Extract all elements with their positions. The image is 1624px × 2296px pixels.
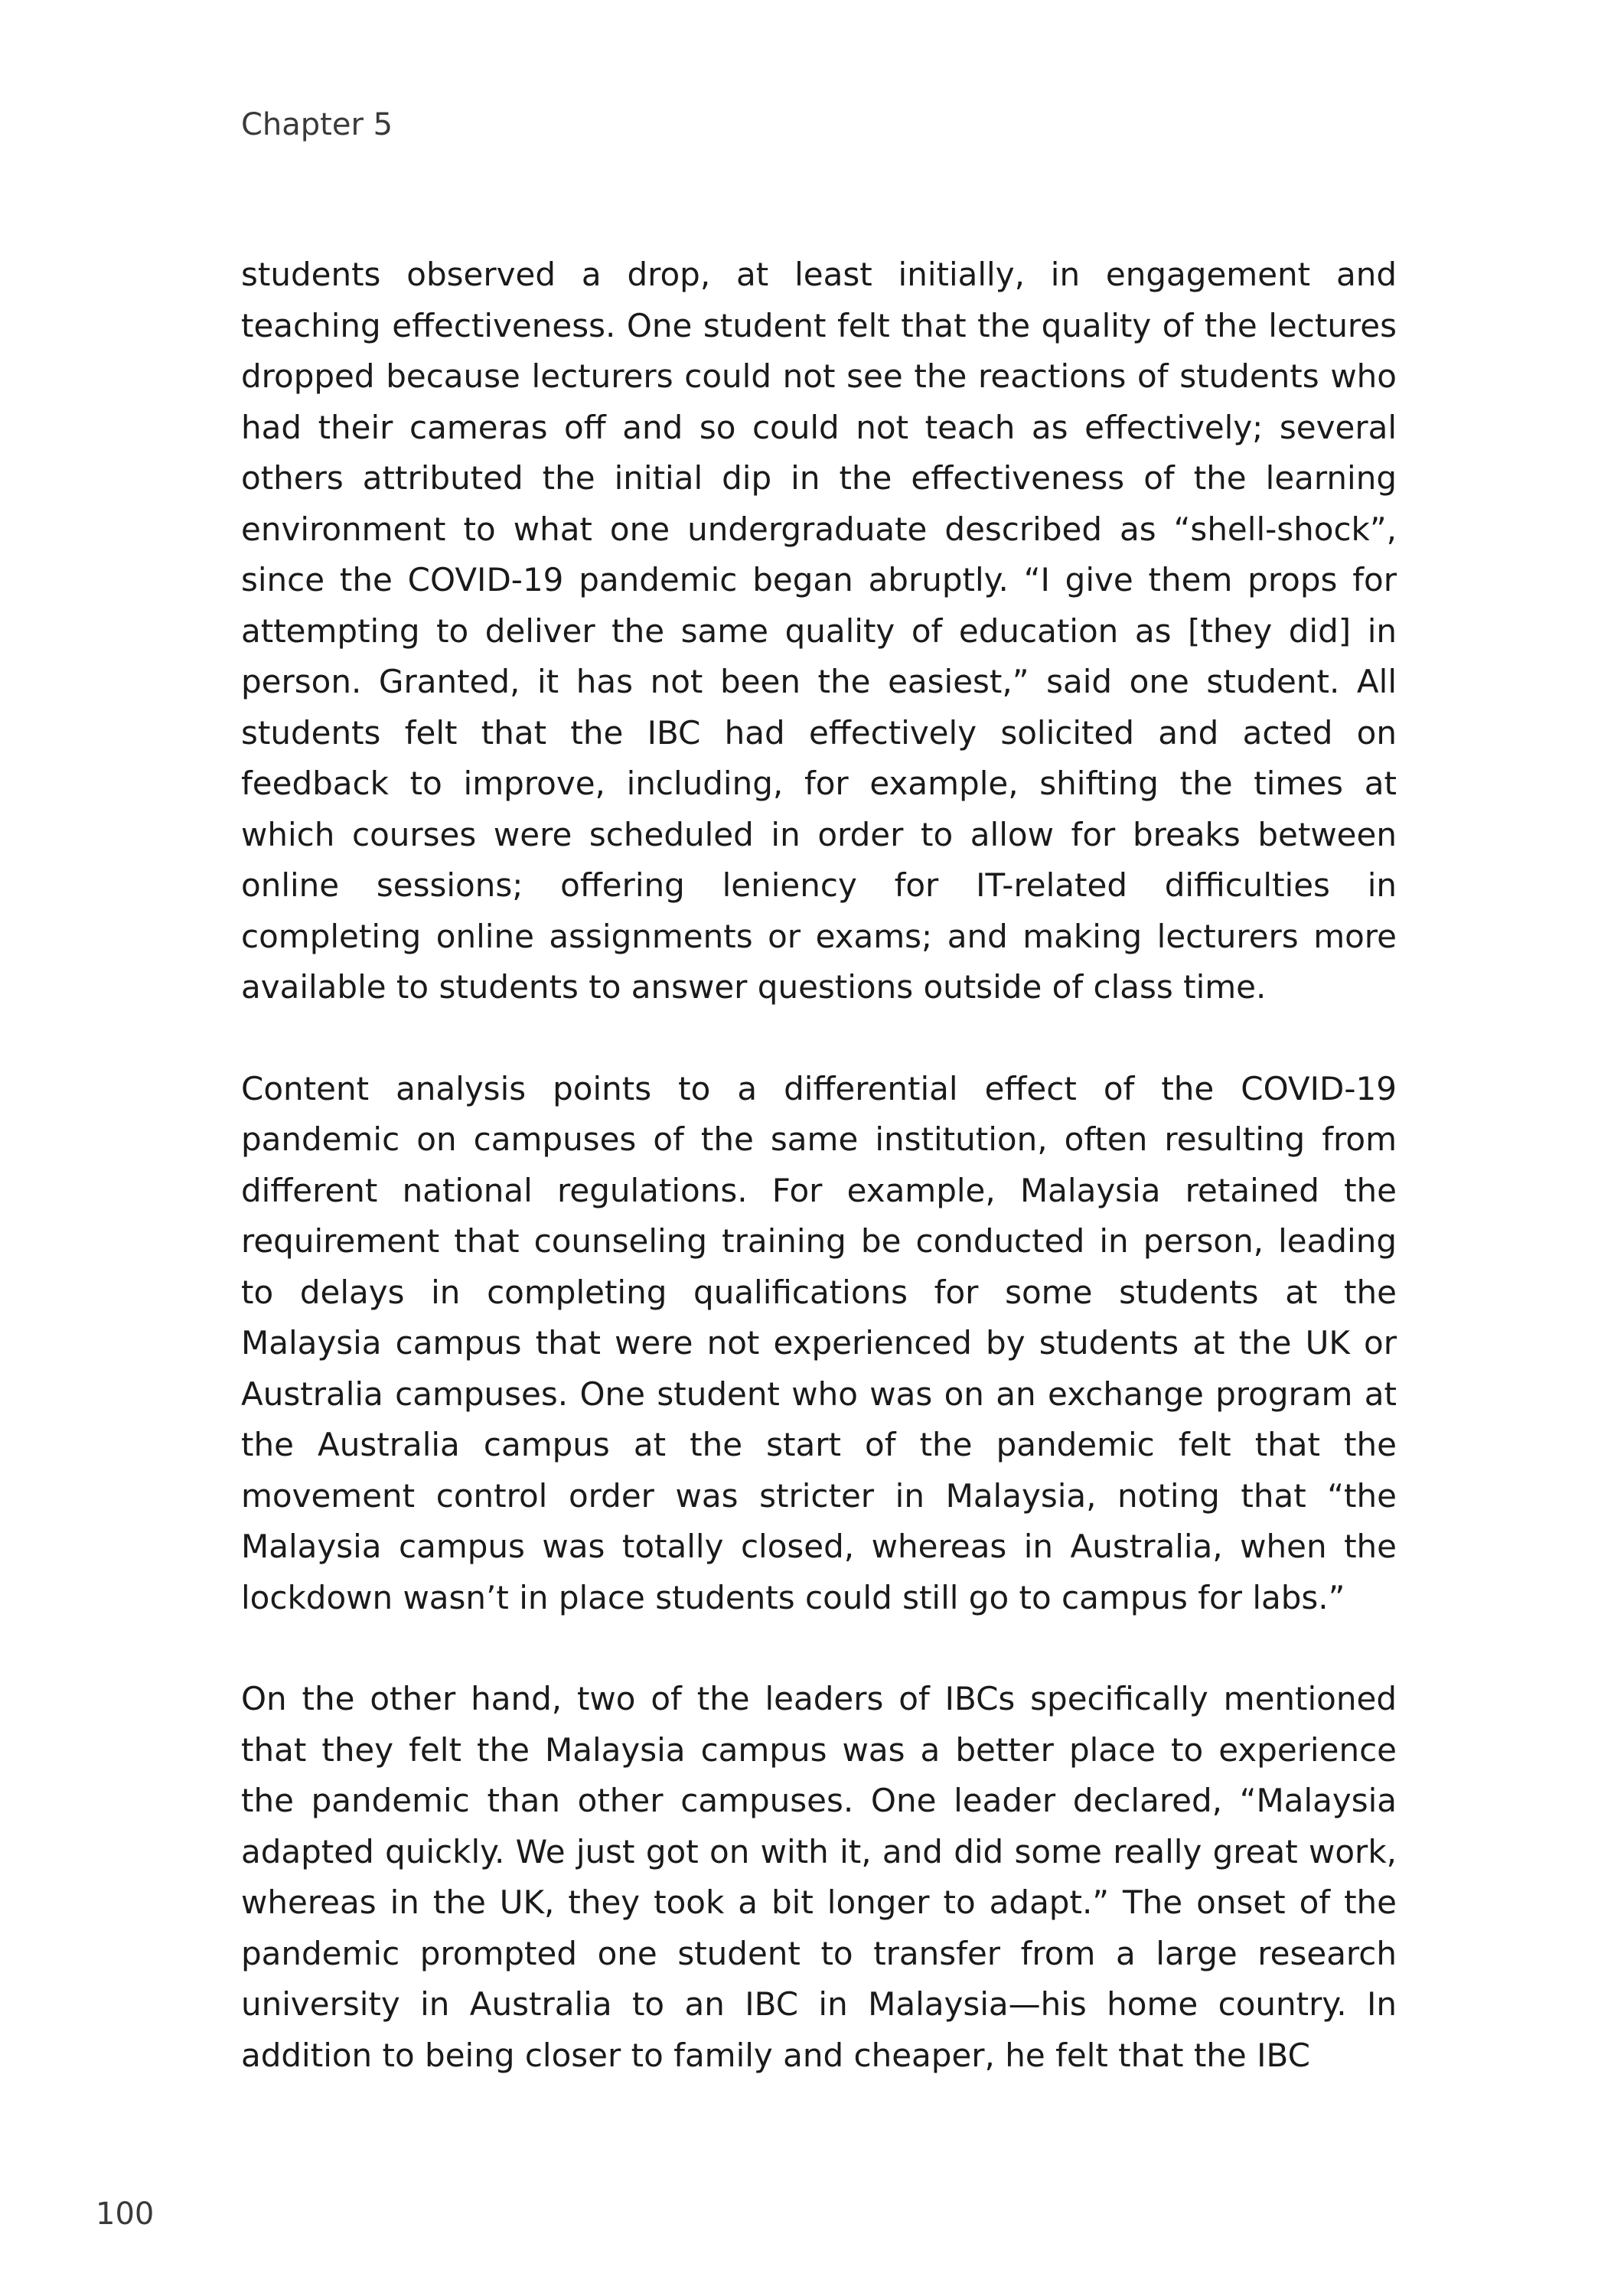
body-text <box>241 249 1397 2081</box>
paragraph-1: students observed a drop, at least initially, in engagement and teaching effectiveness. One student felt that the quality of the lectures dropped because lecturers could not see the reactions of students who had their cameras off and so could not teach as effectively; several others attributed the initial dip in the effectiveness of the learning environment to what one undergraduate described as “shell-shock”, since the COVID-19 pandemic began abruptly. “I give them props for attempting to deliver the same quality of education as [they did] in person. Granted, it has not been the easiest,” said one student. All students felt that the IBC had effectively solicited and acted on feedback to improve, including, for example, shifting the times at which courses were scheduled in order to allow for breaks between online sessions; offering leniency for IT-related difficulties in completing online assignments or exams; and making lecturers more available to students to answer questions outside of class time. <box>241 256 1397 1006</box>
page-number: 100 <box>96 2197 155 2232</box>
paragraph-2: Content analysis points to a differential effect of the COVID-19 pandemic on campuses of the same institution, often resulting from different national regulations. For example, Malaysia retained the requirement that counseling training be conducted in person, leading to delays in completing qualifications for some students at the Malaysia campus that were not experienced by students at the UK or Australia campuses. One student who was on an exchange program at the Australia campus at the start of the pandemic felt that the movement control order was stricter in Malaysia, noting that “the Malaysia campus was totally closed, whereas in Australia, when the lockdown wasn’t in place students could still go to campus for labs.” <box>241 1069 1397 1616</box>
running-header-chapter: Chapter 5 <box>241 107 393 142</box>
paragraph-3: On the other hand, two of the leaders of IBCs specifically mentioned that they felt the Malaysia campus was a better place to experience the pandemic than other campuses. One leader declared, “Malaysia adapted quickly. We just got on with it, and did some really great work, whereas in the UK, they took a bit longer to adapt.” The onset of the pandemic prompted one student to transfer from a large research university in Australia to an IBC in Malaysia—his home country. In addition to being closer to family and cheaper, he felt that the IBC <box>241 1680 1397 2074</box>
